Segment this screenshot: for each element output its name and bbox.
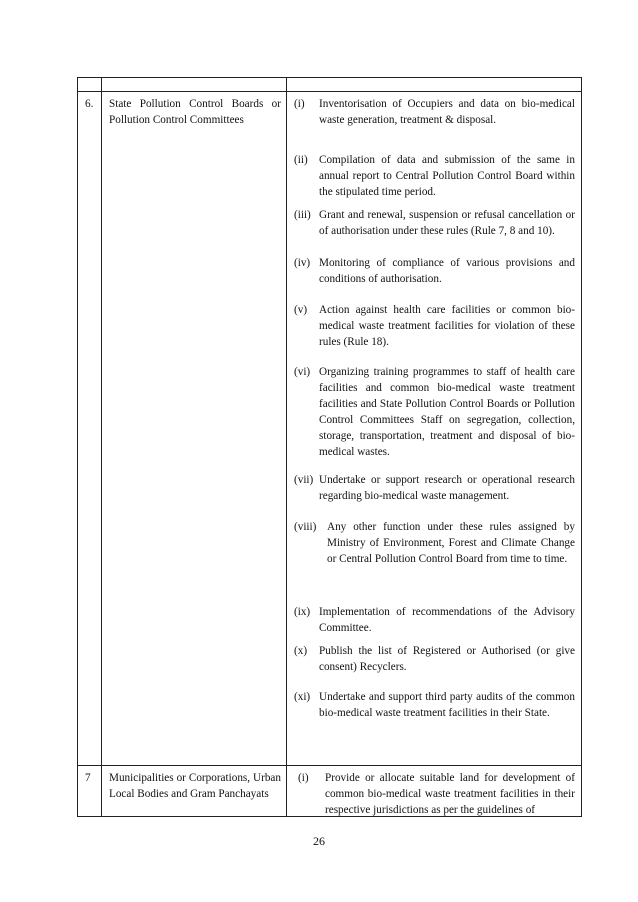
column-divider <box>101 78 102 816</box>
duty-text: Undertake or support research or operational research regarding bio-medical waste management. <box>319 474 575 502</box>
authority-name: State Pollution Control Boards or Pollution Control Committees <box>109 98 281 126</box>
duty-text: Inventorisation of Occupiers and data on bio-medical waste generation, treatment & disposal. <box>319 98 575 126</box>
duty-marker: (vii) <box>294 474 314 486</box>
duty-text: Publish the list of Registered or Authorised (or give consent) Recyclers. <box>319 645 575 673</box>
duty-text: Undertake and support third party audits of the common bio-medical waste treatment facilities in their State. <box>319 691 575 719</box>
duty-item <box>294 152 575 200</box>
authority-name: Municipalities or Corporations, Urban Local Bodies and Gram Panchayats <box>109 772 281 800</box>
duties-table <box>77 77 582 817</box>
duty-item <box>294 643 575 675</box>
duty-text: Any other function under these rules assigned by Ministry of Environment, Forest and Climate Change or Central Pollution Control Board from time to time. <box>327 521 575 565</box>
duty-marker: (iii) <box>294 209 311 221</box>
duty-text: Provide or allocate suitable land for development of common bio-medical waste treatment facilities in their respective jurisdictions as per the guidelines of <box>325 772 575 816</box>
duty-item <box>294 207 575 239</box>
duty-marker: (v) <box>294 304 308 316</box>
duty-item <box>294 519 575 567</box>
duty-marker: (i) <box>294 98 305 110</box>
duty-marker: (xi) <box>294 691 311 703</box>
duty-item <box>294 364 575 460</box>
row-number: 7 <box>85 772 91 784</box>
row-divider <box>78 765 581 766</box>
duty-marker: (viii) <box>294 521 317 533</box>
duty-text: Monitoring of compliance of various provisions and conditions of authorisation. <box>319 257 575 285</box>
duty-text: Grant and renewal, suspension or refusal cancellation or of authorisation under these rules (Rule 7, 8 and 10). <box>319 209 575 237</box>
duty-item <box>294 604 575 636</box>
page-number: 26 <box>313 834 325 848</box>
duty-marker: (x) <box>294 645 308 657</box>
duty-item <box>294 96 575 128</box>
duty-item <box>294 689 575 721</box>
duty-item <box>294 255 575 287</box>
duty-marker: (vi) <box>294 366 311 378</box>
duty-item <box>294 770 575 818</box>
duty-marker: (ii) <box>294 154 308 166</box>
duty-text: Implementation of recommendations of the Advisory Committee. <box>319 606 575 634</box>
column-divider <box>286 78 287 816</box>
duty-item <box>294 302 575 350</box>
duty-text: Organizing training programmes to staff of health care facilities and common bio-medical waste treatment facilities and State Pollution Control Boards or Pollution Control Committees Staff on segregation, collection, storage, transportation, treatment and disposal of bio-medical wastes. <box>319 366 575 458</box>
duty-marker: (i) <box>298 772 309 784</box>
header-row-divider <box>78 91 581 92</box>
duty-text: Action against health care facilities or common bio-medical waste treatment facilities for violation of these rules (Rule 18). <box>319 304 575 348</box>
duty-marker: (ix) <box>294 606 311 618</box>
row-number: 6. <box>85 98 94 110</box>
duty-item <box>294 472 575 504</box>
duty-text: Compilation of data and submission of the same in annual report to Central Pollution Control Board within the stipulated time period. <box>319 154 575 198</box>
duty-marker: (iv) <box>294 257 311 269</box>
